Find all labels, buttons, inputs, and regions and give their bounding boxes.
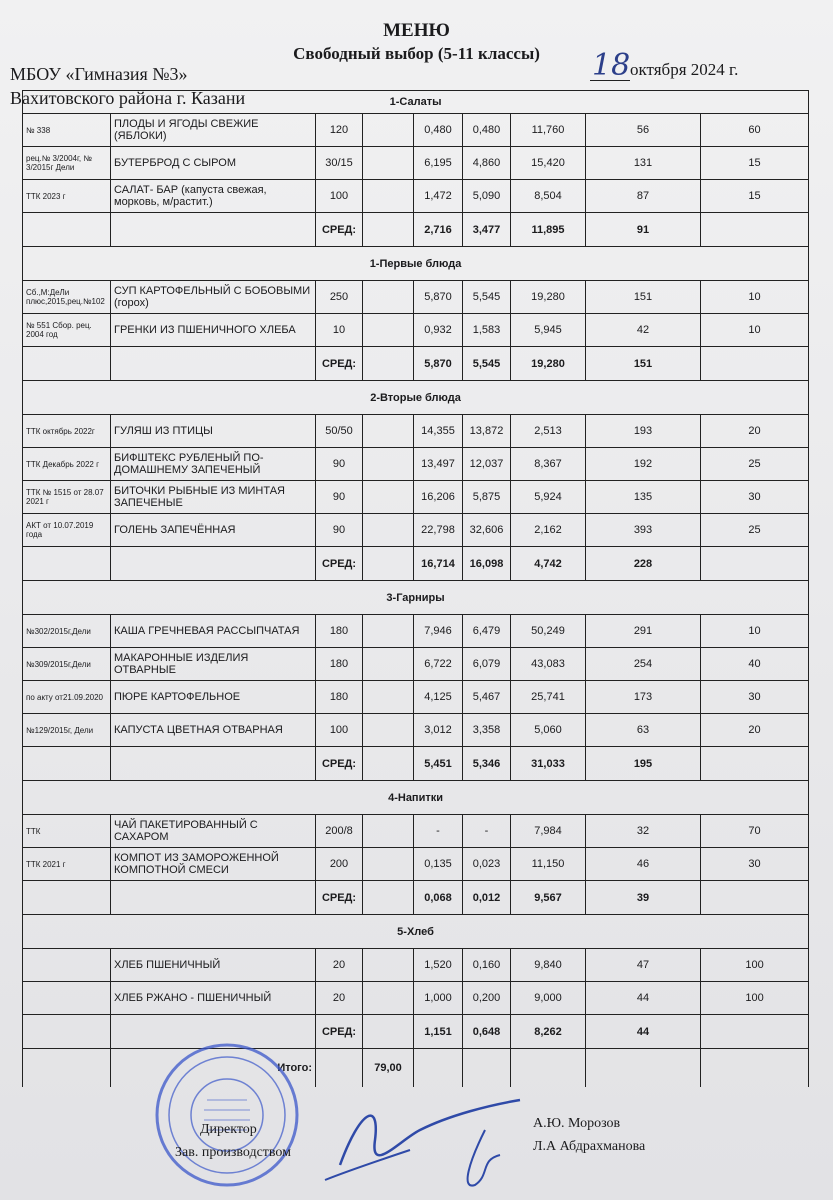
recipe-code: №302/2015г,Дели bbox=[23, 615, 111, 648]
school-name: МБОУ «Гимназия №3» bbox=[10, 64, 188, 84]
empty-cell bbox=[701, 547, 809, 581]
calories: 254 bbox=[586, 648, 701, 681]
recipe-code: АКТ от 10.07.2019 года bbox=[23, 514, 111, 547]
recipe-code: ТТК bbox=[23, 815, 111, 848]
avg-proteins: 1,151 bbox=[414, 1015, 463, 1049]
dish-name: ГОЛЕНЬ ЗАПЕЧЁННАЯ bbox=[111, 514, 316, 547]
average-row bbox=[23, 547, 809, 581]
avg-fats: 0,012 bbox=[463, 881, 511, 915]
empty-cell bbox=[111, 213, 316, 247]
price: 20 bbox=[701, 714, 809, 747]
empty-cell bbox=[363, 815, 414, 848]
empty-cell bbox=[111, 747, 316, 781]
menu-item-row bbox=[23, 281, 809, 314]
dish-name: ЧАЙ ПАКЕТИРОВАННЫЙ С САХАРОМ bbox=[111, 815, 316, 848]
empty-cell bbox=[701, 747, 809, 781]
calories: 173 bbox=[586, 681, 701, 714]
empty-cell bbox=[363, 213, 414, 247]
average-row bbox=[23, 347, 809, 381]
empty-cell bbox=[586, 1049, 701, 1088]
calories: 32 bbox=[586, 815, 701, 848]
calories: 46 bbox=[586, 848, 701, 881]
avg-fats: 3,477 bbox=[463, 213, 511, 247]
avg-fats: 5,545 bbox=[463, 347, 511, 381]
dish-name: ПЛОДЫ И ЯГОДЫ СВЕЖИЕ (ЯБЛОКИ) bbox=[111, 114, 316, 147]
menu-title: МЕНЮ bbox=[383, 20, 450, 41]
avg-carbohydrates: 31,033 bbox=[511, 747, 586, 781]
carbohydrates: 11,760 bbox=[511, 114, 586, 147]
carbohydrates: 2,162 bbox=[511, 514, 586, 547]
carbohydrates: 5,924 bbox=[511, 481, 586, 514]
section-header bbox=[23, 91, 809, 114]
calories: 192 bbox=[586, 448, 701, 481]
dish-name: ГРЕНКИ ИЗ ПШЕНИЧНОГО ХЛЕБА bbox=[111, 314, 316, 347]
portion-weight: 200/8 bbox=[316, 815, 363, 848]
fats: 5,090 bbox=[463, 180, 511, 213]
carbohydrates: 11,150 bbox=[511, 848, 586, 881]
average-row bbox=[23, 213, 809, 247]
proteins: 22,798 bbox=[414, 514, 463, 547]
proteins: - bbox=[414, 815, 463, 848]
avg-carbohydrates: 11,895 bbox=[511, 213, 586, 247]
proteins: 6,722 bbox=[414, 648, 463, 681]
fats: 0,200 bbox=[463, 982, 511, 1015]
average-label: СРЕД: bbox=[316, 881, 363, 915]
menu-item-row bbox=[23, 314, 809, 347]
portion-weight: 20 bbox=[316, 949, 363, 982]
section-header bbox=[23, 581, 809, 615]
empty-cell bbox=[363, 949, 414, 982]
proteins: 5,870 bbox=[414, 281, 463, 314]
avg-calories: 39 bbox=[586, 881, 701, 915]
average-row bbox=[23, 881, 809, 915]
price: 10 bbox=[701, 281, 809, 314]
avg-calories: 151 bbox=[586, 347, 701, 381]
dish-name: КАПУСТА ЦВЕТНАЯ ОТВАРНАЯ bbox=[111, 714, 316, 747]
portion-weight: 100 bbox=[316, 180, 363, 213]
empty-cell bbox=[363, 681, 414, 714]
avg-fats: 0,648 bbox=[463, 1015, 511, 1049]
empty-cell bbox=[23, 213, 111, 247]
recipe-code: ТТК Декабрь 2022 г bbox=[23, 448, 111, 481]
menu-item-row bbox=[23, 415, 809, 448]
empty-cell bbox=[363, 347, 414, 381]
empty-cell bbox=[701, 347, 809, 381]
section-title: 1-Первые блюда bbox=[23, 247, 809, 281]
dish-name: МАКАРОННЫЕ ИЗДЕЛИЯ ОТВАРНЫЕ bbox=[111, 648, 316, 681]
menu-item-row bbox=[23, 514, 809, 547]
price: 100 bbox=[701, 949, 809, 982]
portion-weight: 180 bbox=[316, 648, 363, 681]
portion-weight: 250 bbox=[316, 281, 363, 314]
avg-calories: 195 bbox=[586, 747, 701, 781]
proteins: 1,520 bbox=[414, 949, 463, 982]
carbohydrates: 5,060 bbox=[511, 714, 586, 747]
carbohydrates: 43,083 bbox=[511, 648, 586, 681]
price: 30 bbox=[701, 848, 809, 881]
chef-name: Л.А Абдрахманова bbox=[533, 1139, 646, 1154]
menu-item-row bbox=[23, 114, 809, 147]
price: 30 bbox=[701, 481, 809, 514]
empty-cell bbox=[363, 615, 414, 648]
recipe-code: по акту от21.09.2020 bbox=[23, 681, 111, 714]
school-district: Вахитовского района г. Казани bbox=[10, 88, 246, 108]
section-header bbox=[23, 915, 809, 949]
price: 30 bbox=[701, 681, 809, 714]
price: 10 bbox=[701, 615, 809, 648]
dish-name: ХЛЕБ ПШЕНИЧНЫЙ bbox=[111, 949, 316, 982]
price: 10 bbox=[701, 314, 809, 347]
fats: 5,875 bbox=[463, 481, 511, 514]
recipe-code: ТТК 2021 г bbox=[23, 848, 111, 881]
calories: 131 bbox=[586, 147, 701, 180]
dish-name: ГУЛЯШ ИЗ ПТИЦЫ bbox=[111, 415, 316, 448]
calories: 393 bbox=[586, 514, 701, 547]
menu-item-row bbox=[23, 448, 809, 481]
carbohydrates: 8,367 bbox=[511, 448, 586, 481]
empty-cell bbox=[701, 1049, 809, 1088]
price: 15 bbox=[701, 147, 809, 180]
recipe-code bbox=[23, 949, 111, 982]
total-label: Итого: bbox=[111, 1049, 316, 1088]
portion-weight: 50/50 bbox=[316, 415, 363, 448]
proteins: 14,355 bbox=[414, 415, 463, 448]
empty-cell bbox=[23, 1049, 111, 1088]
price: 100 bbox=[701, 982, 809, 1015]
dish-name: СУП КАРТОФЕЛЬНЫЙ С БОБОВЫМИ (горох) bbox=[111, 281, 316, 314]
recipe-code: № 338 bbox=[23, 114, 111, 147]
proteins: 1,000 bbox=[414, 982, 463, 1015]
proteins: 7,946 bbox=[414, 615, 463, 648]
section-title: 5-Хлеб bbox=[23, 915, 809, 949]
empty-cell bbox=[23, 881, 111, 915]
price: 60 bbox=[701, 114, 809, 147]
price: 70 bbox=[701, 815, 809, 848]
menu-item-row bbox=[23, 615, 809, 648]
carbohydrates: 5,945 bbox=[511, 314, 586, 347]
average-label: СРЕД: bbox=[316, 747, 363, 781]
dish-name: БИТОЧКИ РЫБНЫЕ ИЗ МИНТАЯ ЗАПЕЧЕНЫЕ bbox=[111, 481, 316, 514]
portion-weight: 30/15 bbox=[316, 147, 363, 180]
empty-cell bbox=[23, 347, 111, 381]
portion-weight: 20 bbox=[316, 982, 363, 1015]
proteins: 0,135 bbox=[414, 848, 463, 881]
empty-cell bbox=[363, 415, 414, 448]
proteins: 16,206 bbox=[414, 481, 463, 514]
portion-weight: 100 bbox=[316, 714, 363, 747]
avg-proteins: 2,716 bbox=[414, 213, 463, 247]
average-label: СРЕД: bbox=[316, 213, 363, 247]
avg-fats: 5,346 bbox=[463, 747, 511, 781]
proteins: 4,125 bbox=[414, 681, 463, 714]
recipe-code bbox=[23, 982, 111, 1015]
empty-cell bbox=[363, 648, 414, 681]
portion-weight: 180 bbox=[316, 615, 363, 648]
calories: 42 bbox=[586, 314, 701, 347]
carbohydrates: 9,840 bbox=[511, 949, 586, 982]
empty-cell bbox=[363, 448, 414, 481]
carbohydrates: 7,984 bbox=[511, 815, 586, 848]
portion-weight: 180 bbox=[316, 681, 363, 714]
carbohydrates: 8,504 bbox=[511, 180, 586, 213]
dish-name: БУТЕРБРОД С СЫРОМ bbox=[111, 147, 316, 180]
portion-weight: 90 bbox=[316, 481, 363, 514]
empty-cell bbox=[23, 547, 111, 581]
empty-cell bbox=[363, 481, 414, 514]
date-month-year: октября 2024 г. bbox=[630, 60, 739, 79]
fats: 6,079 bbox=[463, 648, 511, 681]
menu-item-row bbox=[23, 848, 809, 881]
empty-cell bbox=[363, 547, 414, 581]
fats: 4,860 bbox=[463, 147, 511, 180]
fats: 32,606 bbox=[463, 514, 511, 547]
section-title: 2-Вторые блюда bbox=[23, 381, 809, 415]
proteins: 13,497 bbox=[414, 448, 463, 481]
empty-cell bbox=[363, 881, 414, 915]
date-underline bbox=[590, 80, 630, 81]
proteins: 3,012 bbox=[414, 714, 463, 747]
calories: 135 bbox=[586, 481, 701, 514]
avg-proteins: 0,068 bbox=[414, 881, 463, 915]
fats: 0,023 bbox=[463, 848, 511, 881]
avg-fats: 16,098 bbox=[463, 547, 511, 581]
recipe-code: рец.№ 3/2004г, № 3/2015г Дели bbox=[23, 147, 111, 180]
menu-item-row bbox=[23, 648, 809, 681]
empty-cell bbox=[23, 747, 111, 781]
avg-carbohydrates: 8,262 bbox=[511, 1015, 586, 1049]
price: 15 bbox=[701, 180, 809, 213]
empty-cell bbox=[363, 114, 414, 147]
dish-name: БИФШТЕКС РУБЛЕНЫЙ ПО-ДОМАШНЕМУ ЗАПЕЧЕНЫЙ bbox=[111, 448, 316, 481]
recipe-code: ТТК № 1515 от 28.07 2021 г bbox=[23, 481, 111, 514]
empty-cell bbox=[363, 747, 414, 781]
price: 40 bbox=[701, 648, 809, 681]
empty-cell bbox=[363, 514, 414, 547]
empty-cell bbox=[363, 1015, 414, 1049]
calories: 291 bbox=[586, 615, 701, 648]
menu-item-row bbox=[23, 982, 809, 1015]
empty-cell bbox=[111, 347, 316, 381]
empty-cell bbox=[363, 147, 414, 180]
fats: 13,872 bbox=[463, 415, 511, 448]
dish-name: КАША ГРЕЧНЕВАЯ РАССЫПЧАТАЯ bbox=[111, 615, 316, 648]
fats: 0,480 bbox=[463, 114, 511, 147]
average-row bbox=[23, 747, 809, 781]
menu-item-row bbox=[23, 949, 809, 982]
carbohydrates: 2,513 bbox=[511, 415, 586, 448]
portion-weight: 90 bbox=[316, 448, 363, 481]
menu-item-row bbox=[23, 714, 809, 747]
section-title: 1-Салаты bbox=[23, 91, 809, 114]
average-row bbox=[23, 1015, 809, 1049]
empty-cell bbox=[111, 881, 316, 915]
empty-cell bbox=[701, 213, 809, 247]
carbohydrates: 50,249 bbox=[511, 615, 586, 648]
menu-item-row bbox=[23, 681, 809, 714]
calories: 47 bbox=[586, 949, 701, 982]
fats: 3,358 bbox=[463, 714, 511, 747]
official-stamp bbox=[152, 1040, 302, 1190]
recipe-code: ТТК 2023 г bbox=[23, 180, 111, 213]
portion-weight: 10 bbox=[316, 314, 363, 347]
portion-weight: 120 bbox=[316, 114, 363, 147]
average-label: СРЕД: bbox=[316, 547, 363, 581]
recipe-code: ТТК октябрь 2022г bbox=[23, 415, 111, 448]
handwritten-signatures bbox=[320, 1080, 540, 1195]
dish-name: ХЛЕБ РЖАНО - ПШЕНИЧНЫЙ bbox=[111, 982, 316, 1015]
empty-cell bbox=[363, 982, 414, 1015]
menu-table bbox=[22, 90, 809, 1087]
calories: 56 bbox=[586, 114, 701, 147]
avg-carbohydrates: 9,567 bbox=[511, 881, 586, 915]
menu-subtitle: Свободный выбор (5-11 классы) bbox=[293, 44, 540, 63]
proteins: 0,480 bbox=[414, 114, 463, 147]
fats: 6,479 bbox=[463, 615, 511, 648]
menu-item-row bbox=[23, 180, 809, 213]
calories: 193 bbox=[586, 415, 701, 448]
avg-calories: 44 bbox=[586, 1015, 701, 1049]
section-header bbox=[23, 781, 809, 815]
avg-carbohydrates: 4,742 bbox=[511, 547, 586, 581]
fats: 1,583 bbox=[463, 314, 511, 347]
menu-item-row bbox=[23, 481, 809, 514]
proteins: 1,472 bbox=[414, 180, 463, 213]
date-day-handwritten: 18 bbox=[592, 48, 631, 83]
avg-proteins: 5,870 bbox=[414, 347, 463, 381]
chef-title: Зав. производством bbox=[175, 1145, 292, 1160]
carbohydrates: 25,741 bbox=[511, 681, 586, 714]
empty-cell bbox=[701, 1015, 809, 1049]
empty-cell bbox=[363, 848, 414, 881]
recipe-code: Сб.,М:ДеЛи плюс,2015,рец.№102 bbox=[23, 281, 111, 314]
fats: - bbox=[463, 815, 511, 848]
fats: 5,545 bbox=[463, 281, 511, 314]
menu-item-row bbox=[23, 815, 809, 848]
carbohydrates: 9,000 bbox=[511, 982, 586, 1015]
price: 20 bbox=[701, 415, 809, 448]
empty-cell bbox=[363, 180, 414, 213]
menu-item-row bbox=[23, 147, 809, 180]
proteins: 0,932 bbox=[414, 314, 463, 347]
calories: 87 bbox=[586, 180, 701, 213]
empty-cell bbox=[111, 547, 316, 581]
avg-proteins: 16,714 bbox=[414, 547, 463, 581]
price: 25 bbox=[701, 448, 809, 481]
portion-weight: 200 bbox=[316, 848, 363, 881]
dish-name: КОМПОТ ИЗ ЗАМОРОЖЕННОЙ КОМПОТНОЙ СМЕСИ bbox=[111, 848, 316, 881]
empty-cell bbox=[23, 1015, 111, 1049]
empty-cell bbox=[701, 881, 809, 915]
empty-cell bbox=[363, 281, 414, 314]
avg-calories: 228 bbox=[586, 547, 701, 581]
avg-carbohydrates: 19,280 bbox=[511, 347, 586, 381]
portion-weight: 90 bbox=[316, 514, 363, 547]
empty-cell bbox=[363, 314, 414, 347]
proteins: 6,195 bbox=[414, 147, 463, 180]
carbohydrates: 15,420 bbox=[511, 147, 586, 180]
dish-name: ПЮРЕ КАРТОФЕЛЬНОЕ bbox=[111, 681, 316, 714]
section-header bbox=[23, 247, 809, 281]
price: 25 bbox=[701, 514, 809, 547]
section-header bbox=[23, 381, 809, 415]
recipe-code: №309/2015г,Дели bbox=[23, 648, 111, 681]
average-label: СРЕД: bbox=[316, 347, 363, 381]
average-label: СРЕД: bbox=[316, 1015, 363, 1049]
recipe-code: №129/2015г, Дели bbox=[23, 714, 111, 747]
section-title: 4-Напитки bbox=[23, 781, 809, 815]
fats: 0,160 bbox=[463, 949, 511, 982]
calories: 63 bbox=[586, 714, 701, 747]
avg-proteins: 5,451 bbox=[414, 747, 463, 781]
section-title: 3-Гарниры bbox=[23, 581, 809, 615]
director-name: А.Ю. Морозов bbox=[533, 1116, 621, 1131]
total-value: 79,00 bbox=[363, 1049, 414, 1088]
dish-name: САЛАТ- БАР (капуста свежая, морковь, м/растит.) bbox=[111, 180, 316, 213]
fats: 12,037 bbox=[463, 448, 511, 481]
fats: 5,467 bbox=[463, 681, 511, 714]
avg-calories: 91 bbox=[586, 213, 701, 247]
recipe-code: № 551 Сбор. рец. 2004 год bbox=[23, 314, 111, 347]
calories: 44 bbox=[586, 982, 701, 1015]
empty-cell bbox=[363, 714, 414, 747]
calories: 151 bbox=[586, 281, 701, 314]
carbohydrates: 19,280 bbox=[511, 281, 586, 314]
director-title: Директор bbox=[200, 1122, 257, 1137]
